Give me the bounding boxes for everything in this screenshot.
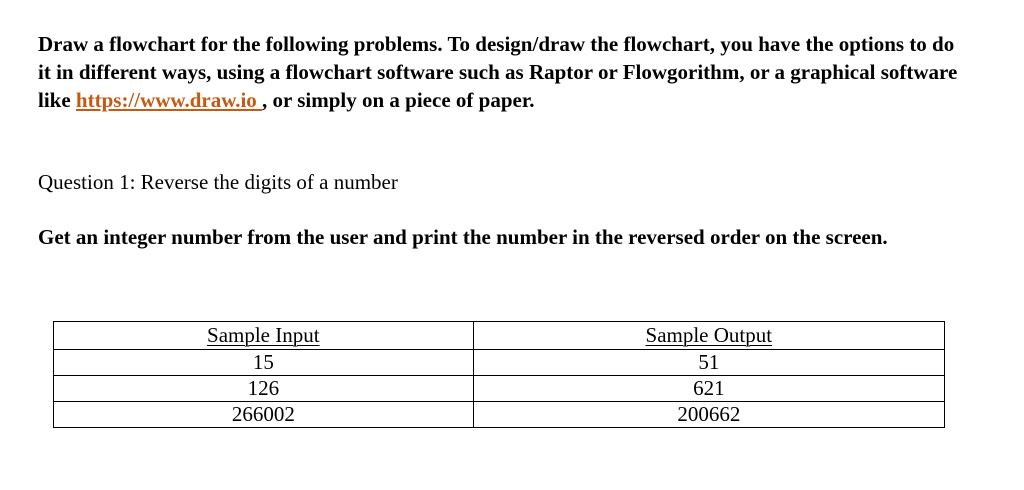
sample-input-cell: 15 [54,350,474,376]
table-row [54,376,945,402]
task-description: Get an integer number from the user and print the number in the reversed order on the screen. [38,225,888,249]
instructions-text-start: Draw a flowchart for the following problems. To design/draw the flowchart, you have the options to do it in different ways, using a flowchart software such as Raptor or Flowgorithm, or a graphical software like [38,32,958,112]
instructions-text-end: , or simply on a piece of paper. [262,88,535,112]
sample-input-cell: 126 [54,376,474,402]
sample-input-header: Sample Input [54,322,474,350]
question-title: Question 1: Reverse the digits of a number [38,170,398,194]
sample-output-cell: 200662 [473,402,944,428]
table-row [54,350,945,376]
sample-io-table [53,321,945,428]
instructions-paragraph [38,30,968,114]
sample-output-cell: 621 [473,376,944,402]
sample-output-cell: 51 [473,350,944,376]
draw-io-link[interactable]: https://www.draw.io [75,88,263,112]
table-header-row [54,322,945,350]
sample-input-cell: 266002 [54,402,474,428]
table-row [54,402,945,428]
sample-output-header: Sample Output [473,322,944,350]
